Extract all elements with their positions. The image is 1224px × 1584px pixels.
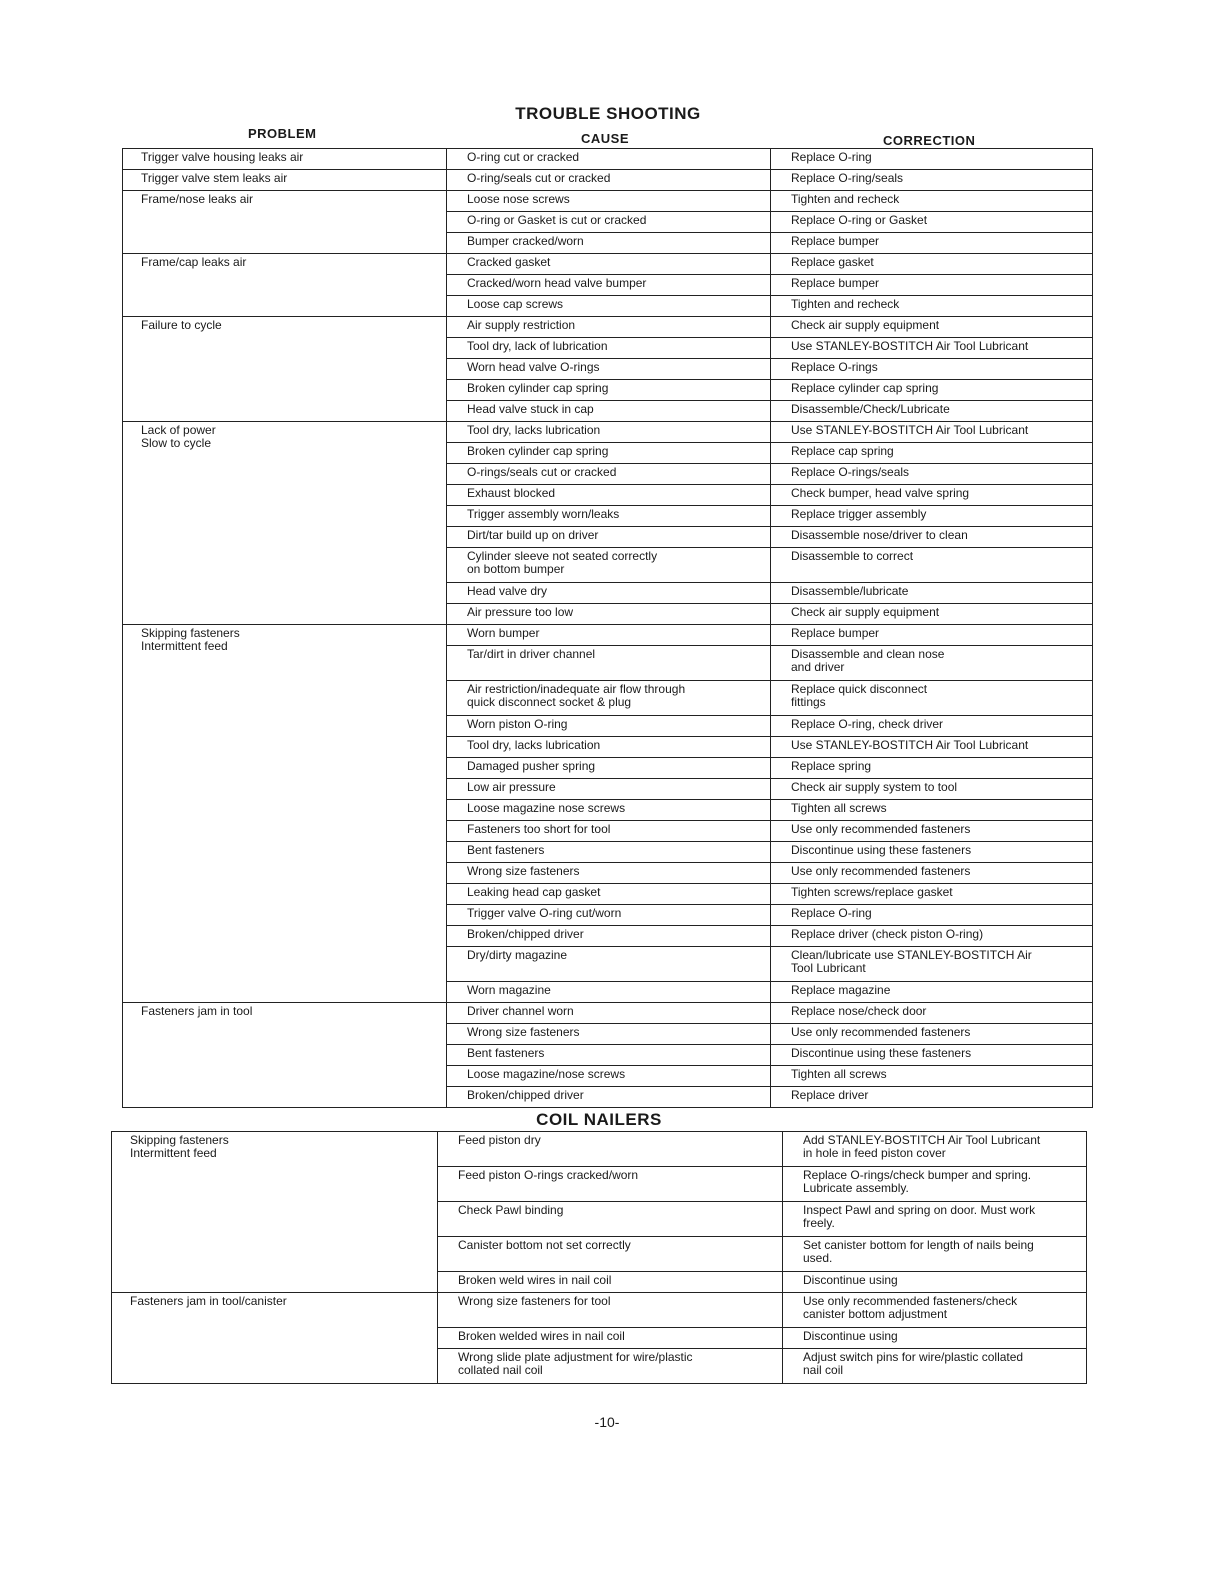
- cause-cell: Fasteners too short for tool: [447, 821, 771, 842]
- correction-cell: Replace magazine: [771, 982, 1093, 1003]
- correction-cell: Replace gasket: [771, 254, 1093, 275]
- correction-cell: Disassemble nose/driver to clean: [771, 527, 1093, 548]
- cause-cell: Head valve dry: [447, 583, 771, 604]
- cause-cell: Loose nose screws: [447, 191, 771, 212]
- correction-cell: Discontinue using: [783, 1328, 1087, 1349]
- trouble-row: [123, 1003, 1093, 1024]
- trouble-row: [123, 191, 1093, 212]
- cause-cell: Cracked/worn head valve bumper: [447, 275, 771, 296]
- cause-cell: Bent fasteners: [447, 1045, 771, 1066]
- page-number: -10-: [594, 1414, 620, 1430]
- problem-cell: Skipping fasteners Intermittent feed: [123, 625, 447, 1003]
- cause-cell: Feed piston O-rings cracked/worn: [438, 1167, 783, 1202]
- cause-cell: Feed piston dry: [438, 1132, 783, 1167]
- correction-cell: Tighten all screws: [771, 1066, 1093, 1087]
- cause-cell: Driver channel worn: [447, 1003, 771, 1024]
- cause-cell: Broken cylinder cap spring: [447, 443, 771, 464]
- correction-cell: Use only recommended fasteners: [771, 863, 1093, 884]
- correction-cell: Tighten screws/replace gasket: [771, 884, 1093, 905]
- problem-cell: Lack of power Slow to cycle: [123, 422, 447, 625]
- cause-cell: Wrong size fasteners: [447, 1024, 771, 1045]
- correction-cell: Set canister bottom for length of nails being used.: [783, 1237, 1087, 1272]
- correction-cell: Discontinue using: [783, 1272, 1087, 1293]
- correction-cell: Adjust switch pins for wire/plastic collated nail coil: [783, 1349, 1087, 1384]
- cause-cell: Worn head valve O-rings: [447, 359, 771, 380]
- cause-cell: O-ring or Gasket is cut or cracked: [447, 212, 771, 233]
- correction-cell: Replace O-ring, check driver: [771, 716, 1093, 737]
- problem-cell: Fasteners jam in tool/canister: [112, 1293, 438, 1384]
- cause-cell: Trigger valve O-ring cut/worn: [447, 905, 771, 926]
- cause-cell: Air supply restriction: [447, 317, 771, 338]
- coil-nailers-table: [111, 1131, 1087, 1384]
- correction-cell: Replace cap spring: [771, 443, 1093, 464]
- correction-cell: Clean/lubricate use STANLEY-BOSTITCH Air Tool Lubricant: [771, 947, 1093, 982]
- cause-cell: Low air pressure: [447, 779, 771, 800]
- cause-cell: Exhaust blocked: [447, 485, 771, 506]
- trouble-row: [123, 170, 1093, 191]
- cause-cell: Leaking head cap gasket: [447, 884, 771, 905]
- cause-cell: Tool dry, lacks lubrication: [447, 737, 771, 758]
- correction-cell: Disassemble/Check/Lubricate: [771, 401, 1093, 422]
- correction-cell: Replace O-ring/seals: [771, 170, 1093, 191]
- problem-cell: Skipping fasteners Intermittent feed: [112, 1132, 438, 1293]
- correction-cell: Disassemble and clean nose and driver: [771, 646, 1093, 681]
- correction-cell: Replace O-rings/seals: [771, 464, 1093, 485]
- correction-cell: Check air supply equipment: [771, 317, 1093, 338]
- cause-cell: Tool dry, lack of lubrication: [447, 338, 771, 359]
- cause-cell: Cracked gasket: [447, 254, 771, 275]
- column-header-problem: PROBLEM: [248, 126, 317, 141]
- cause-cell: Air pressure too low: [447, 604, 771, 625]
- cause-cell: Damaged pusher spring: [447, 758, 771, 779]
- correction-cell: Discontinue using these fasteners: [771, 842, 1093, 863]
- cause-cell: Tar/dirt in driver channel: [447, 646, 771, 681]
- correction-cell: Add STANLEY-BOSTITCH Air Tool Lubricant in hole in feed piston cover: [783, 1132, 1087, 1167]
- cause-cell: Loose magazine/nose screws: [447, 1066, 771, 1087]
- correction-cell: Disassemble to correct: [771, 548, 1093, 583]
- problem-cell: Frame/nose leaks air: [123, 191, 447, 254]
- correction-cell: Use STANLEY-BOSTITCH Air Tool Lubricant: [771, 338, 1093, 359]
- cause-cell: Worn magazine: [447, 982, 771, 1003]
- troubleshooting-table: [122, 148, 1093, 1108]
- correction-cell: Replace bumper: [771, 625, 1093, 646]
- problem-cell: Frame/cap leaks air: [123, 254, 447, 317]
- correction-cell: Use STANLEY-BOSTITCH Air Tool Lubricant: [771, 422, 1093, 443]
- problem-cell: Trigger valve housing leaks air: [123, 149, 447, 170]
- cause-cell: O-rings/seals cut or cracked: [447, 464, 771, 485]
- problem-cell: Trigger valve stem leaks air: [123, 170, 447, 191]
- correction-cell: Disassemble/lubricate: [771, 583, 1093, 604]
- correction-cell: Replace bumper: [771, 233, 1093, 254]
- page-title: TROUBLE SHOOTING: [515, 104, 701, 123]
- cause-cell: Dry/dirty magazine: [447, 947, 771, 982]
- correction-cell: Discontinue using these fasteners: [771, 1045, 1093, 1066]
- problem-cell: Fasteners jam in tool: [123, 1003, 447, 1108]
- correction-cell: Replace O-rings: [771, 359, 1093, 380]
- correction-cell: Replace cylinder cap spring: [771, 380, 1093, 401]
- correction-cell: Replace bumper: [771, 275, 1093, 296]
- correction-cell: Replace spring: [771, 758, 1093, 779]
- correction-cell: Replace O-ring: [771, 149, 1093, 170]
- correction-cell: Tighten all screws: [771, 800, 1093, 821]
- correction-cell: Replace trigger assembly: [771, 506, 1093, 527]
- correction-cell: Tighten and recheck: [771, 296, 1093, 317]
- coil-row: [112, 1132, 1087, 1167]
- trouble-row: [123, 149, 1093, 170]
- cause-cell: Dirt/tar build up on driver: [447, 527, 771, 548]
- cause-cell: Broken welded wires in nail coil: [438, 1328, 783, 1349]
- cause-cell: Bumper cracked/worn: [447, 233, 771, 254]
- correction-cell: Replace O-ring or Gasket: [771, 212, 1093, 233]
- correction-cell: Check bumper, head valve spring: [771, 485, 1093, 506]
- coil-nailers-title: COIL NAILERS: [536, 1110, 662, 1129]
- cause-cell: Air restriction/inadequate air flow through quick disconnect socket & plug: [447, 681, 771, 716]
- correction-cell: Replace O-ring: [771, 905, 1093, 926]
- problem-cell: Failure to cycle: [123, 317, 447, 422]
- cause-cell: Loose cap screws: [447, 296, 771, 317]
- column-header-correction: CORRECTION: [883, 133, 976, 148]
- cause-cell: Wrong size fasteners: [447, 863, 771, 884]
- correction-cell: Check air supply system to tool: [771, 779, 1093, 800]
- correction-cell: Replace quick disconnect fittings: [771, 681, 1093, 716]
- cause-cell: Broken/chipped driver: [447, 926, 771, 947]
- column-header-cause: CAUSE: [581, 131, 630, 146]
- cause-cell: Worn bumper: [447, 625, 771, 646]
- cause-cell: Bent fasteners: [447, 842, 771, 863]
- trouble-row: [123, 422, 1093, 443]
- cause-cell: Tool dry, lacks lubrication: [447, 422, 771, 443]
- correction-cell: Replace O-rings/check bumper and spring. Lubricate assembly.: [783, 1167, 1087, 1202]
- cause-cell: O-ring cut or cracked: [447, 149, 771, 170]
- coil-row: [112, 1293, 1087, 1328]
- correction-cell: Replace driver: [771, 1087, 1093, 1108]
- cause-cell: Broken/chipped driver: [447, 1087, 771, 1108]
- cause-cell: O-ring/seals cut or cracked: [447, 170, 771, 191]
- correction-cell: Replace nose/check door: [771, 1003, 1093, 1024]
- correction-cell: Use only recommended fasteners: [771, 1024, 1093, 1045]
- cause-cell: Canister bottom not set correctly: [438, 1237, 783, 1272]
- correction-cell: Inspect Pawl and spring on door. Must work freely.: [783, 1202, 1087, 1237]
- correction-cell: Use STANLEY-BOSTITCH Air Tool Lubricant: [771, 737, 1093, 758]
- trouble-row: [123, 625, 1093, 646]
- cause-cell: Cylinder sleeve not seated correctly on bottom bumper: [447, 548, 771, 583]
- cause-cell: Loose magazine nose screws: [447, 800, 771, 821]
- trouble-row: [123, 317, 1093, 338]
- cause-cell: Broken weld wires in nail coil: [438, 1272, 783, 1293]
- correction-cell: Use only recommended fasteners/check canister bottom adjustment: [783, 1293, 1087, 1328]
- cause-cell: Worn piston O-ring: [447, 716, 771, 737]
- cause-cell: Wrong size fasteners for tool: [438, 1293, 783, 1328]
- correction-cell: Check air supply equipment: [771, 604, 1093, 625]
- cause-cell: Broken cylinder cap spring: [447, 380, 771, 401]
- correction-cell: Tighten and recheck: [771, 191, 1093, 212]
- correction-cell: Replace driver (check piston O-ring): [771, 926, 1093, 947]
- cause-cell: Check Pawl binding: [438, 1202, 783, 1237]
- cause-cell: Head valve stuck in cap: [447, 401, 771, 422]
- cause-cell: Wrong slide plate adjustment for wire/plastic collated nail coil: [438, 1349, 783, 1384]
- cause-cell: Trigger assembly worn/leaks: [447, 506, 771, 527]
- correction-cell: Use only recommended fasteners: [771, 821, 1093, 842]
- trouble-row: [123, 254, 1093, 275]
